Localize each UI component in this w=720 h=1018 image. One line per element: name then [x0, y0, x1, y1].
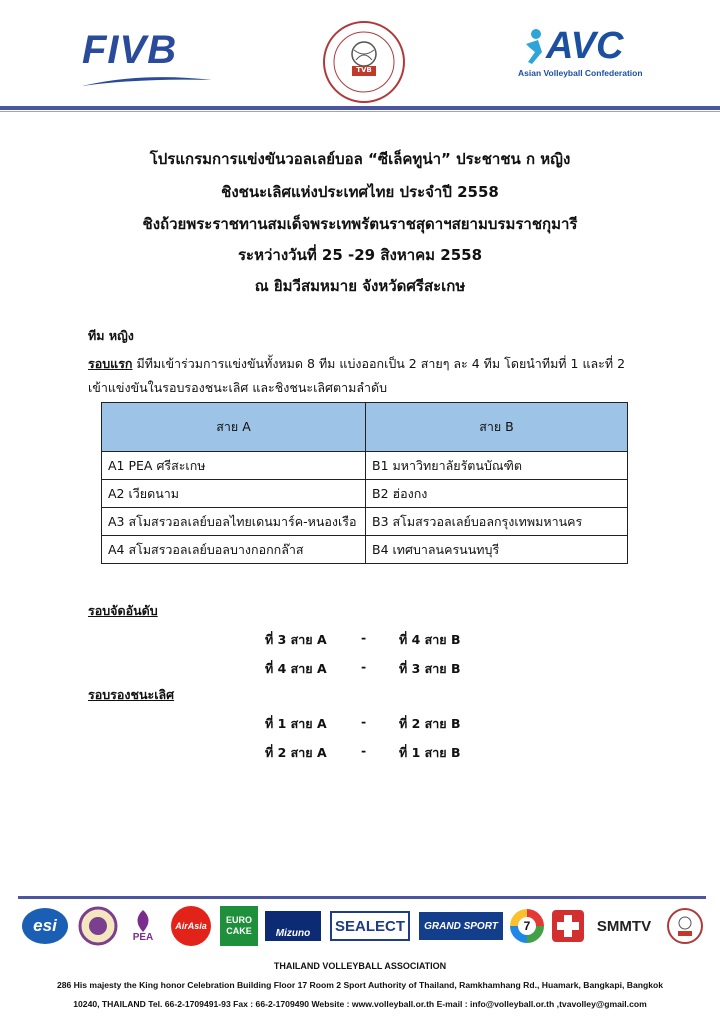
header-divider-thin [0, 111, 720, 112]
esi-logo-text: esi [22, 908, 68, 944]
airasia-logo-text: AirAsia [171, 906, 211, 946]
pool-b-header: สาย B [366, 403, 628, 452]
table-row [102, 452, 628, 480]
title-line-1: โปรแกรมการแข่งขันวอลเลย์บอล “ซีเล็คทูน่า” ประชาชน ก หญิง [149, 150, 571, 168]
table-row [102, 536, 628, 564]
pool-a-team: A2 เวียดนาม [102, 480, 366, 508]
title-line-4: ระหว่างวันที่ 25 -29 สิงหาคม 2558 [237, 246, 483, 264]
title-line-5: ณ ยิมวีสมหมาย จังหวัดศรีสะเกษ [254, 277, 466, 295]
team-heading: ทีม หญิง [88, 328, 134, 343]
match-right: ที่ 2 สาย B [399, 716, 461, 731]
grand-sport-logo [418, 904, 504, 948]
airasia-logo [168, 904, 214, 948]
pool-a-team: A3 สโมสรวอลเลย์บอลไทยเดนมาร์ค-หนองเรือ [102, 508, 366, 536]
esi-logo [20, 904, 70, 948]
match-left: ที่ 2 สาย A [265, 745, 327, 760]
match-separator: - [361, 630, 367, 645]
match-right: ที่ 3 สาย B [399, 661, 461, 676]
fivb-swoosh-icon [82, 74, 212, 88]
pool-table [101, 402, 628, 564]
first-round-label: รอบแรก [88, 356, 133, 371]
fivb-logo-text: FIVB [82, 28, 178, 72]
match-right: ที่ 4 สาย B [399, 632, 461, 647]
first-round-text: มีทีมเข้าร่วมการแข่งขันทั้งหมด 8 ทีม แบ่งออกเป็น 2 สายๆ ละ 4 ทีม โดยนำทีมที่ 1 และที่ 2 [132, 356, 626, 371]
channel7-badge [510, 909, 544, 943]
footer-address: 286 His majesty the King honor Celebration Building Floor 17 Room 2 Sport Authority of Thailand, Ramkhamhang Rd., Huamark, Bangkapi, Bangkok [56, 980, 664, 990]
pool-b-team: B4 เทศบาลนครนนทบุรี [366, 536, 628, 564]
footer-org-name: THAILAND VOLLEYBALL ASSOCIATION [273, 961, 447, 971]
avc-subtitle: Asian Volleyball Confederation [518, 68, 643, 78]
eurocake-logo-text: EURO CAKE [220, 906, 258, 946]
footer-contact: 10240, THAILAND Tel. 66-2-1709491-93 Fax : 66-2-1709490 Website : www.volleyball.or.th E-mail : info@volleyball.or.th ,tvavolley@gmail.com [73, 999, 647, 1009]
table-row [102, 508, 628, 536]
mizuno-logo [264, 904, 322, 948]
match-left: ที่ 4 สาย A [265, 661, 327, 676]
fivb-logo [82, 30, 212, 90]
tvb-seal-small-icon [666, 907, 704, 945]
sealect-logo-text: SEALECT [330, 911, 410, 941]
avc-player-icon [520, 28, 548, 66]
tvb-logo-text: TVB [356, 66, 372, 74]
smmtv-logo [588, 904, 660, 948]
smmtv-logo-text: SMMTV [596, 917, 652, 935]
eurocake-logo [218, 904, 260, 948]
match-separator: - [361, 714, 367, 729]
pool-b-team: B2 ฮ่องกง [366, 480, 628, 508]
mizuno-logo-text: Mizuno [265, 911, 321, 941]
pool-a-team: A4 สโมสรวอลเลย์บอลบางกอกกล๊าส [102, 536, 366, 564]
match-separator: - [361, 743, 367, 758]
pool-table-header-row [102, 403, 628, 452]
grand-sport-logo-text: GRAND SPORT [419, 912, 503, 940]
title-line-2: ชิงชนะเลิศแห่งประเทศไทย ประจำปี 2558 [221, 183, 499, 201]
first-round-paragraph [88, 354, 625, 374]
pool-b-team: B3 สโมสรวอลเลย์บอลกรุงเทพมหานคร [366, 508, 628, 536]
pea-flame-icon [128, 910, 158, 932]
pool-a-team: A1 PEA ศรีสะเกษ [102, 452, 366, 480]
match-left: ที่ 1 สาย A [265, 716, 327, 731]
tvb-footer-seal [664, 904, 706, 948]
red-cross-plus-logo [550, 904, 586, 948]
header-divider [0, 106, 720, 110]
channel7-logo [508, 904, 546, 948]
pool-a-header: สาย A [102, 403, 366, 452]
pea-logo [122, 904, 164, 948]
classification-round-label: รอบจัดอันดับ [88, 603, 158, 618]
first-round-text-2: เข้าแข่งขันในรอบรองชนะเลิศ และชิงชนะเลิศตามลำดับ [88, 380, 388, 395]
plus-icon [552, 910, 584, 942]
match-right: ที่ 1 สาย B [399, 745, 461, 760]
match-left: ที่ 3 สาย A [265, 632, 327, 647]
sealect-logo [328, 904, 412, 948]
avc-logo-text: AVC [546, 25, 624, 67]
tvb-seal-icon [322, 20, 406, 104]
pool-b-team: B1 มหาวิทยาลัยรัตนบัณฑิต [366, 452, 628, 480]
royal-emblem-icon [78, 906, 118, 946]
channel7-logo-text: 7 [518, 917, 536, 935]
avc-logo [516, 24, 646, 84]
pea-logo-text: PEA [132, 931, 154, 943]
semifinal-round-label: รอบรองชนะเลิศ [88, 687, 175, 702]
match-separator: - [361, 659, 367, 674]
table-row [102, 480, 628, 508]
tvb-seal-logo [322, 20, 406, 104]
title-line-3: ชิงถ้วยพระราชทานสมเด็จพระเทพรัตนราชสุดาฯสยามบรมราชกุมารี [142, 215, 578, 233]
royal-emblem-logo [76, 904, 120, 948]
footer-divider [18, 896, 706, 899]
